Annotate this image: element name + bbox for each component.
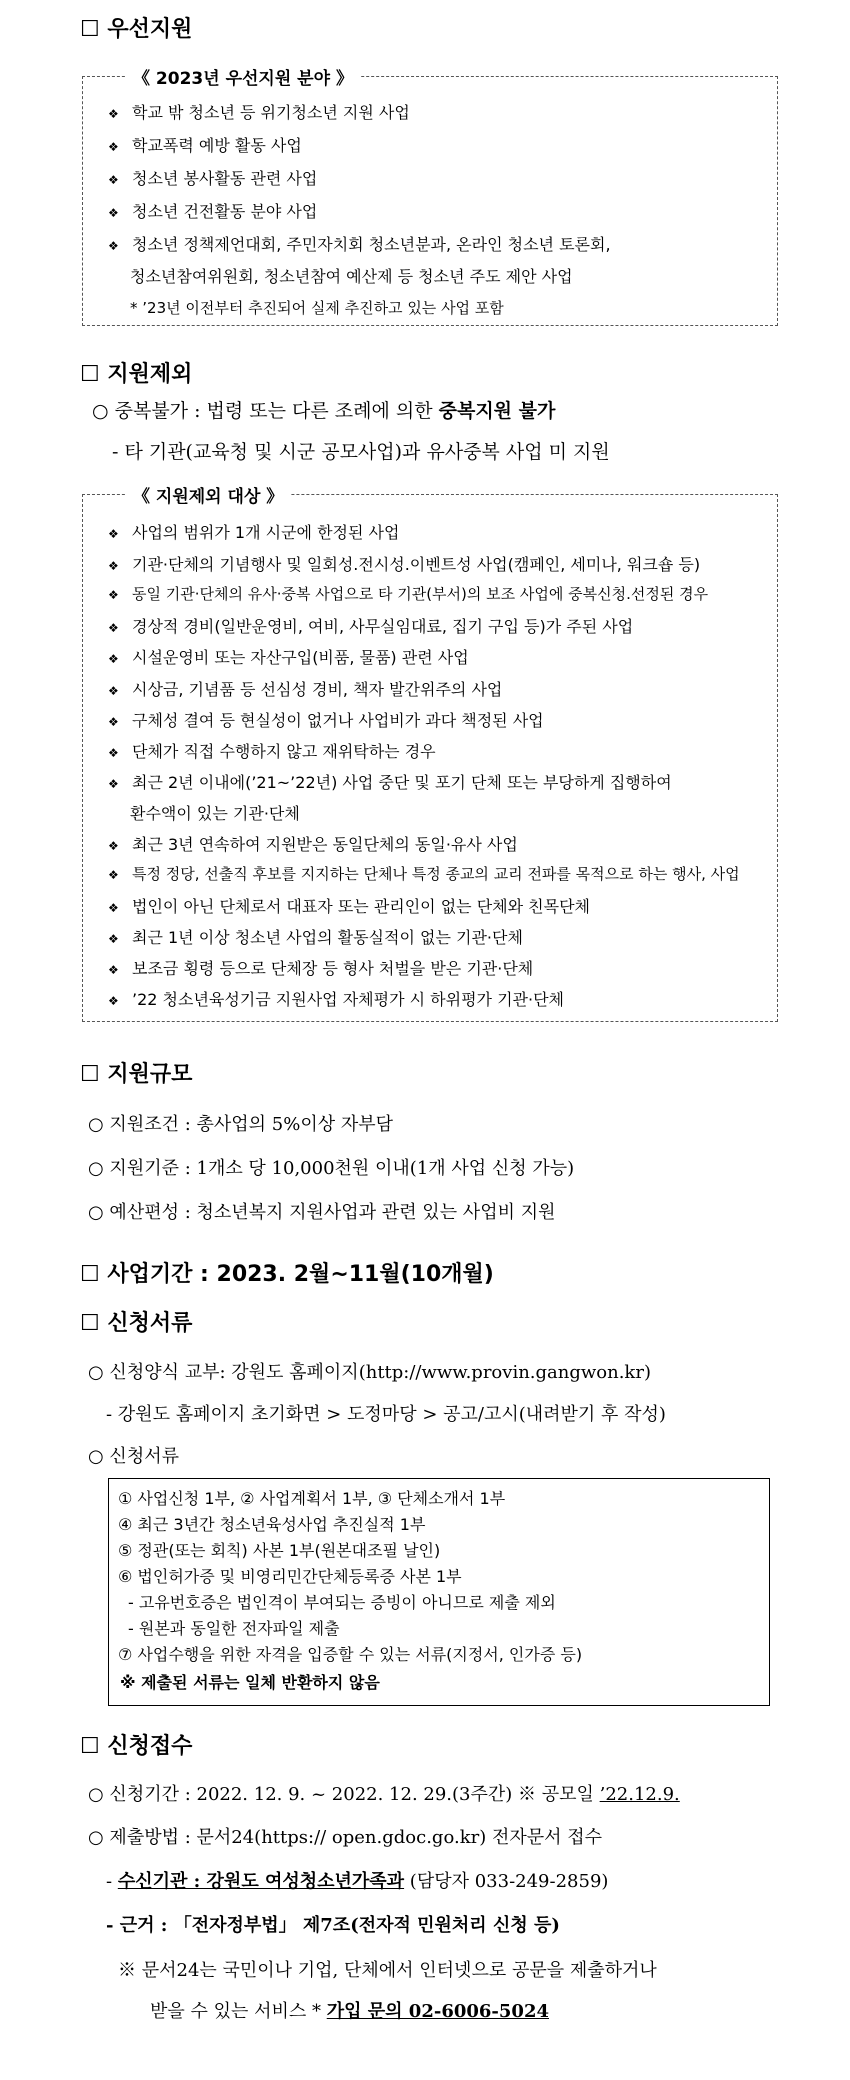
form-path: - 강원도 홈페이지 초기화면 > 도정마당 > 공고/고시(내려받기 후 작성)	[106, 1404, 666, 1425]
diamond-bullet-icon: ❖	[108, 140, 119, 154]
list-item: ❖ 동일 기관·단체의 유사·중복 사업으로 타 기관(부서)의 보조 사업에 중복신청.선정된 경우	[108, 585, 709, 603]
diamond-bullet-icon: ❖	[108, 746, 119, 760]
diamond-bullet-icon: ❖	[108, 839, 119, 853]
duplicate-rule-detail: - 타 기관(교육청 및 시군 공모사업)과 유사중복 사업 미 지원	[112, 441, 610, 463]
section-title-submission: ☐ 신청접수	[80, 1734, 193, 1759]
diamond-bullet-icon: ❖	[108, 963, 119, 977]
list-item: ❖ 구체성 결여 등 현실성이 없거나 사업비가 과다 책정된 사업	[108, 711, 544, 730]
doc24-contact: 받을 수 있는 서비스 * 가입 문의 02-6006-5024	[150, 2001, 549, 2022]
section-title-period: ☐ 사업기간 : 2023. 2월~11월(10개월)	[80, 1262, 494, 1287]
list-item: ❖ 기관·단체의 기념행사 및 일회성.전시성.이벤트성 사업(캠페인, 세미나, 워크숍 등)	[108, 555, 701, 574]
list-item: ❖ 청소년 건전활동 분야 사업	[108, 202, 318, 221]
document-subitem: - 원본과 동일한 전자파일 제출	[128, 1619, 340, 1638]
list-item: ❖ 단체가 직접 수행하지 않고 재위탁하는 경우	[108, 742, 436, 761]
list-item: ❖ 최근 2년 이내에(’21~’22년) 사업 중단 및 포기 단체 또는 부당하게 집행하여	[108, 773, 672, 792]
diamond-bullet-icon: ❖	[108, 239, 119, 253]
document-item: ④ 최근 3년간 청소년육성사업 추진실적 1부	[118, 1515, 426, 1534]
document-item: ⑦ 사업수행을 위한 자격을 입증할 수 있는 서류(지정서, 인가증 등)	[118, 1645, 583, 1664]
document-item: ① 사업신청 1부, ② 사업계획서 1부, ③ 단체소개서 1부	[118, 1489, 506, 1508]
section-title-scale: ☐ 지원규모	[80, 1062, 193, 1087]
list-item: ❖ 특정 정당, 선출직 후보를 지지하는 단체나 특정 종교의 교리 전파를 목적으로 하는 행사, 사업	[108, 865, 740, 883]
list-item: ❖ 시설운영비 또는 자산구입(비품, 물품) 관련 사업	[108, 648, 469, 667]
documents-heading: ○ 신청서류	[88, 1446, 179, 1467]
receiving-agency: - 수신기관 : 강원도 여성청소년가족과 (담당자 033-249-2859)	[106, 1871, 609, 1892]
list-item: ❖ 청소년 정책제언대회, 주민자치회 청소년분과, 온라인 청소년 토론회,	[108, 235, 611, 254]
diamond-bullet-icon: ❖	[108, 684, 119, 698]
list-item: ❖ 사업의 범위가 1개 시군에 한정된 사업	[108, 523, 400, 542]
list-item: ❖ ’22 청소년육성기금 지원사업 자체평가 시 하위평가 기관·단체	[108, 990, 564, 1009]
section-title-priority: ☐ 우선지원	[80, 17, 193, 42]
list-item: ❖ 시상금, 기념품 등 선심성 경비, 책자 발간위주의 사업	[108, 680, 503, 699]
diamond-bullet-icon: ❖	[108, 206, 119, 220]
section-title-documents: ☐ 신청서류	[80, 1311, 193, 1336]
support-criteria: ○ 지원기준 : 1개소 당 10,000천원 이내(1개 사업 신청 가능)	[88, 1158, 575, 1179]
diamond-bullet-icon: ❖	[108, 527, 119, 541]
list-item-continuation: 환수액이 있는 기관·단체	[130, 804, 300, 823]
documents-note: ※ 제출된 서류는 일체 반환하지 않음	[120, 1673, 380, 1692]
list-item: ❖ 학교폭력 예방 활동 사업	[108, 136, 302, 155]
legal-basis: - 근거 : 「전자정부법」 제7조(전자적 민원처리 신청 등)	[106, 1915, 560, 1936]
list-item: ❖ 학교 밖 청소년 등 위기청소년 지원 사업	[108, 103, 410, 122]
list-item: ❖ 법인이 아닌 단체로서 대표자 또는 관리인이 없는 단체와 친목단체	[108, 897, 591, 916]
list-item: ❖ 청소년 봉사활동 관련 사업	[108, 169, 318, 188]
diamond-bullet-icon: ❖	[108, 588, 119, 602]
diamond-bullet-icon: ❖	[108, 777, 119, 791]
form-source: ○ 신청양식 교부: 강원도 홈페이지(http://www.provin.gangwon.kr)	[88, 1362, 651, 1383]
document-item: ⑥ 법인허가증 및 비영리민간단체등록증 사본 1부	[118, 1567, 462, 1586]
list-item: ❖ 보조금 횡령 등으로 단체장 등 형사 처벌을 받은 기관·단체	[108, 959, 534, 978]
exclusion-box-legend: 《 지원제외 대상 》	[125, 482, 291, 507]
diamond-bullet-icon: ❖	[108, 621, 119, 635]
duplicate-rule: ○ 중복불가 : 법령 또는 다른 조례에 의한 중복지원 불가	[92, 400, 556, 422]
document-subitem: - 고유번호증은 법인격이 부여되는 증빙이 아니므로 제출 제외	[128, 1593, 556, 1612]
priority-box-legend: 《 2023년 우선지원 분야 》	[125, 64, 361, 89]
document-item: ⑤ 정관(또는 회칙) 사본 1부(원본대조필 날인)	[118, 1541, 441, 1560]
list-item: ❖ 최근 3년 연속하여 지원받은 동일단체의 동일·유사 사업	[108, 835, 518, 854]
diamond-bullet-icon: ❖	[108, 994, 119, 1008]
diamond-bullet-icon: ❖	[108, 901, 119, 915]
diamond-bullet-icon: ❖	[108, 173, 119, 187]
list-item: ❖ 최근 1년 이상 청소년 사업의 활동실적이 없는 기관·단체	[108, 928, 523, 947]
support-condition: ○ 지원조건 : 총사업의 5%이상 자부담	[88, 1114, 393, 1135]
list-item-continuation: 청소년참여위원회, 청소년참여 예산제 등 청소년 주도 제안 사업	[130, 267, 573, 286]
submission-method: ○ 제출방법 : 문서24(https:// open.gdoc.go.kr) 전자문서 접수	[88, 1827, 603, 1848]
diamond-bullet-icon: ❖	[108, 715, 119, 729]
diamond-bullet-icon: ❖	[108, 868, 119, 882]
section-title-exclusion: ☐ 지원제외	[80, 362, 193, 387]
diamond-bullet-icon: ❖	[108, 932, 119, 946]
application-period: ○ 신청기간 : 2022. 12. 9. ~ 2022. 12. 29.(3주간) ※ 공모일 ’22.12.9.	[88, 1784, 680, 1805]
diamond-bullet-icon: ❖	[108, 559, 119, 573]
list-item: ❖ 경상적 경비(일반운영비, 여비, 사무실임대료, 집기 구입 등)가 주된 사업	[108, 617, 634, 636]
diamond-bullet-icon: ❖	[108, 652, 119, 666]
budget-allocation: ○ 예산편성 : 청소년복지 지원사업과 관련 있는 사업비 지원	[88, 1202, 556, 1223]
doc24-note: ※ 문서24는 국민이나 기업, 단체에서 인터넷으로 공문을 제출하거나	[118, 1960, 657, 1981]
priority-note: * ’23년 이전부터 추진되어 실제 추진하고 있는 사업 포함	[130, 299, 504, 317]
diamond-bullet-icon: ❖	[108, 107, 119, 121]
